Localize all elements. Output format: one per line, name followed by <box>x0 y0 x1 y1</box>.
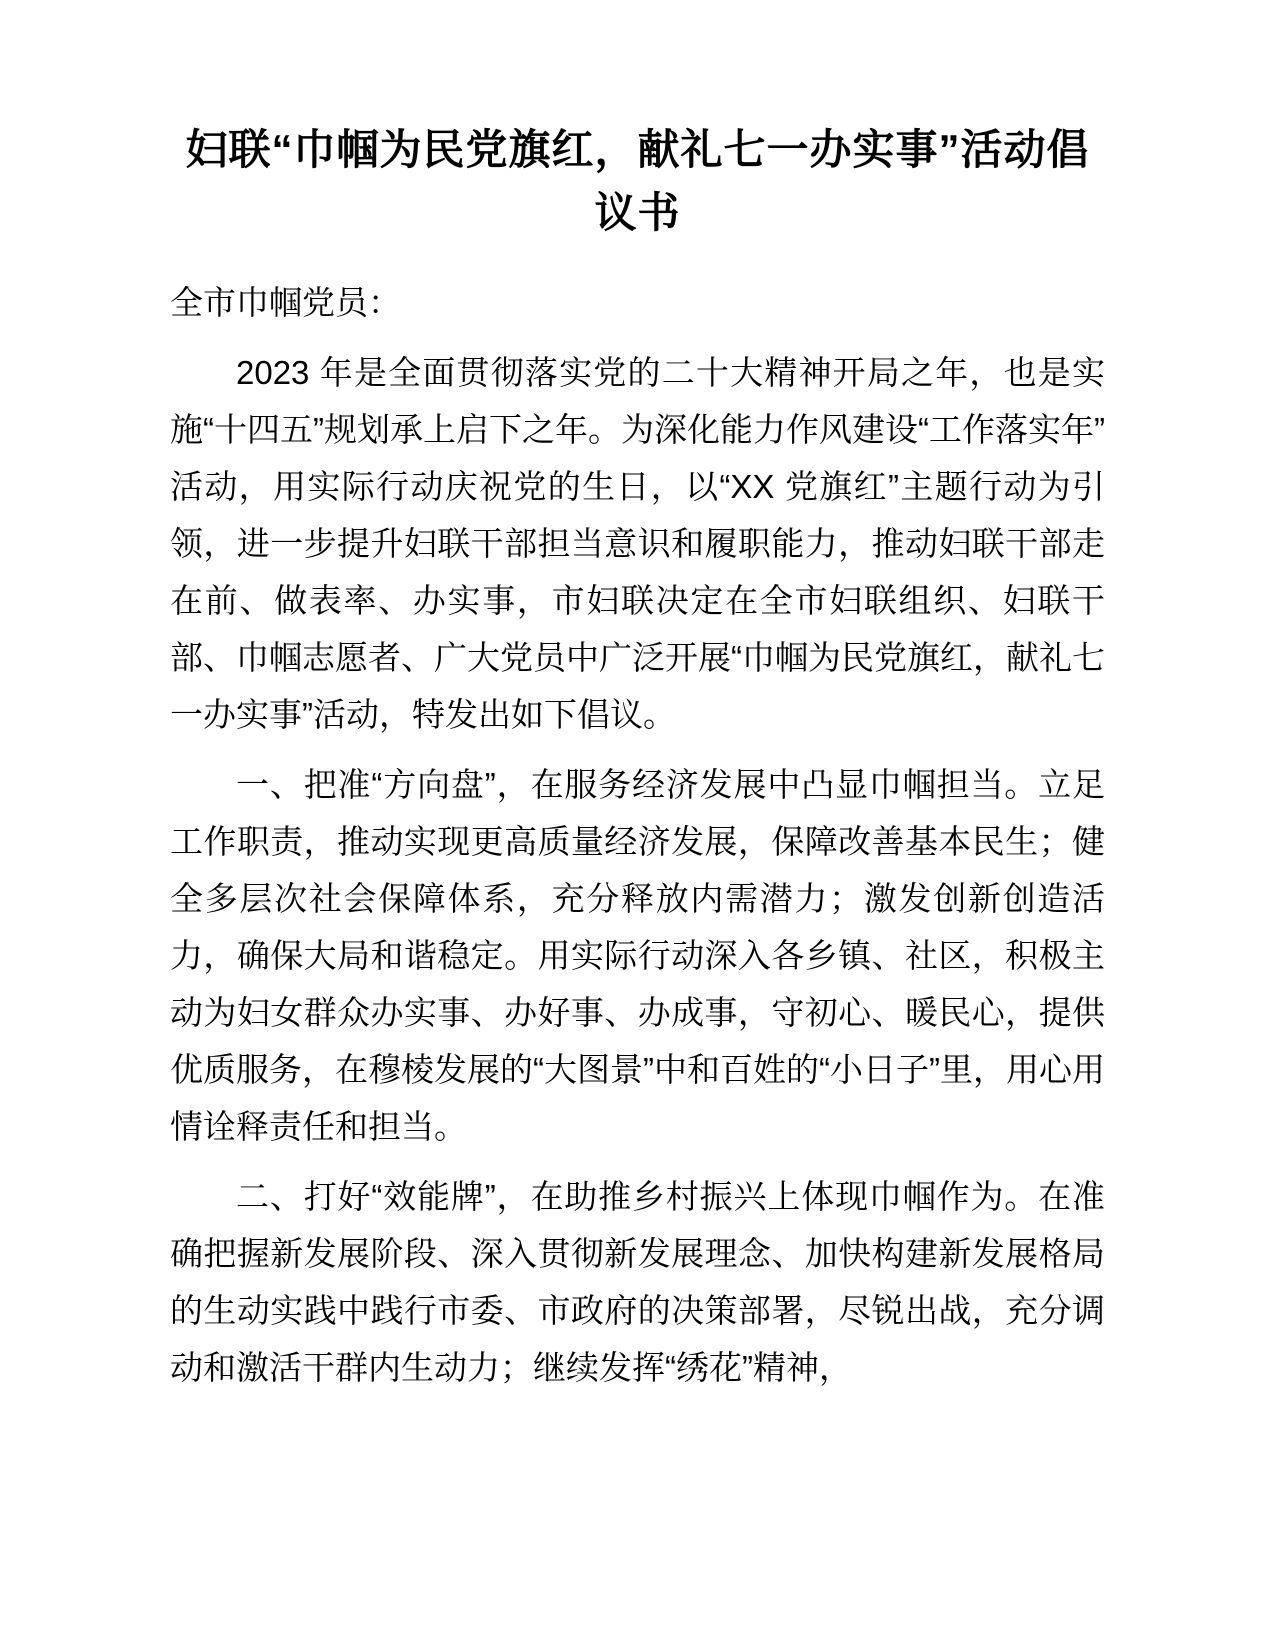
paragraph-intro: 2023 年是全面贯彻落实党的二十大精神开局之年，也是实施“十四五”规划承上启下之年。为深化能力作风建设“工作落实年”活动，用实际行动庆祝党的生日，以“XX 党旗红”主题行动为引领，进一步提升妇联干部担当意识和履职能力，推动妇联干部走在前、做表率、办实事，市妇联决定在全市妇联组织、妇联干部、巾帼志愿者、广大党员中广泛开展“巾帼为民党旗红，献礼七一办实事”活动，特发出如下倡议。 <box>170 354 1105 733</box>
document-title: 妇联“巾帼为民党旗红，献礼七一办实事”活动倡议书 <box>185 126 1090 236</box>
salutation: 全市巾帼党员： <box>170 284 401 321</box>
paragraph-section-2: 二、打好“效能牌”，在助推乡村振兴上体现巾帼作为。在准确把握新发展阶段、深入贯彻新发展理念、加快构建新发展格局的生动实践中践行市委、市政府的决策部署，尽锐出战，充分调动和激活干群内生动力；继续发挥“绣花”精神， <box>170 1178 1105 1386</box>
paragraph-section-1: 一、把准“方向盘”，在服务经济发展中凸显巾帼担当。立足工作职责，推动实现更高质量经济发展，保障改善基本民生；健全多层次社会保障体系，充分释放内需潜力；激发创新创造活力，确保大局和谐稳定。用实际行动深入各乡镇、社区，积极主动为妇女群众办实事、办好事、办成事，守初心、暖民心，提供优质服务，在穆棱发展的“大图景”中和百姓的“小日子”里，用心用情诠释责任和担当。 <box>170 766 1105 1145</box>
